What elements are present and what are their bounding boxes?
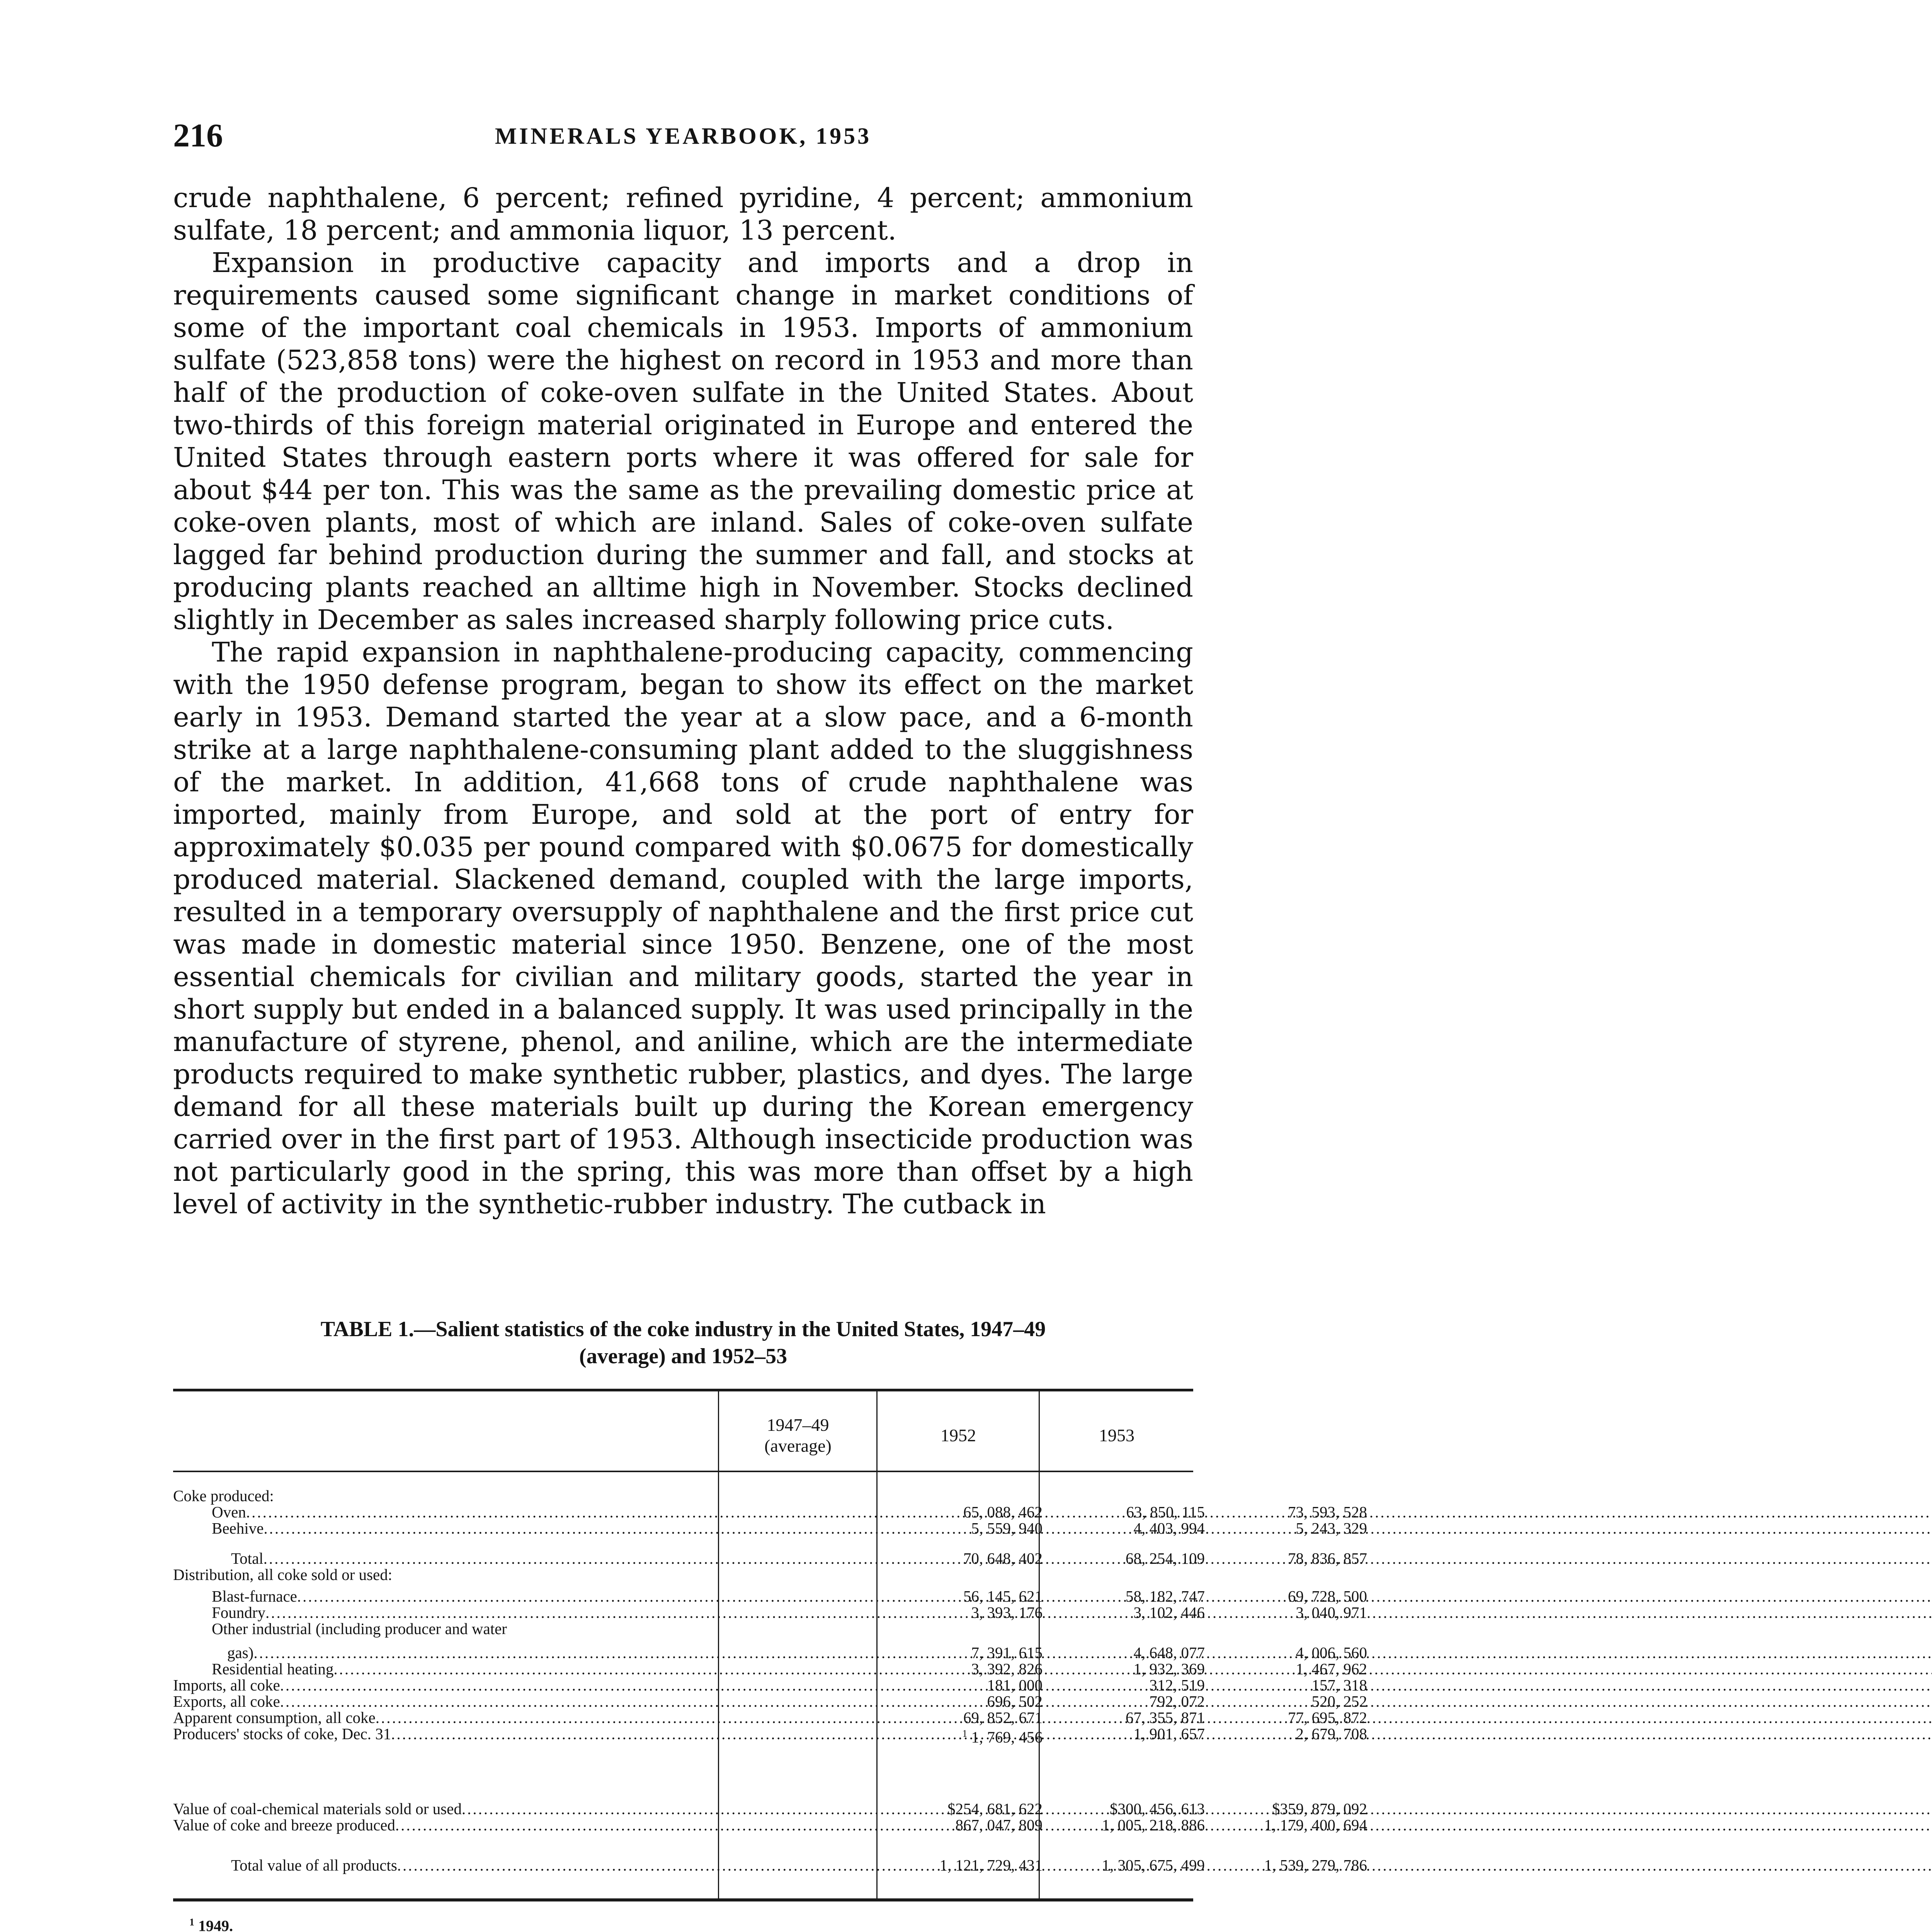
table-row-residential: Residential heating ..... 3, 392, 826 1, 932, 369 1, 467, 962 <box>173 1661 1193 1677</box>
column-header-1947-49: 1947–49 (average) <box>764 1415 832 1456</box>
table-row-total-value: Total value of all products ..... 1, 121, 729, 431 1, 305, 675, 499 1, 539, 279, 786 <box>173 1857 1193 1873</box>
table-row-oven: Oven ..... 65, 088, 462 63, 850, 115 73, 593, 528 <box>173 1504 1193 1520</box>
table-footnote: $^1$ 1949. <box>189 1917 233 1932</box>
table-row-producers-stocks: Producers' stocks of coke, Dec. 31 ..... $^1$ 1, 769, 456 1, 901, 657 2, 679, 708 <box>173 1726 1193 1742</box>
table-row-blast-furnace: Blast-furnace ..... 56, 145, 621 58, 182, 747 69, 728, 500 <box>173 1588 1193 1604</box>
paragraph-expansion: Expansion in productive capacity and imports and a drop in requirements caused some significant change in market conditions of some of the important coal chemicals in 1953. Imports of ammonium sulfate (523,858 tons) were the highest on record in 1953 and more than half of the production of coke-oven sulfate in the United States. About two-thirds of this foreign material originated in Europe and entered the United States through eastern ports where it was offered for sale for about $44 per ton. This was the same as the prevailing domestic price at coke-oven plants, most of which are inland. Sales of coke-oven sulfate lagged far behind production during the summer and fall, and stocks at producing plants reached an alltime high in November. Stocks declined slightly in December as sales increased sharply following price cuts. <box>173 247 1193 636</box>
table-row-value-chemicals: Value of coal-chemical materials sold or used ..... $254, 681, 622 $300, 456, 613 $359, 879, 092 <box>173 1801 1193 1817</box>
table-row-other-industrial-heading: Other industrial (including producer and water <box>212 1620 507 1638</box>
column-header-1953: 1953 <box>1099 1425 1134 1445</box>
running-title: MINERALS YEARBOOK, 1953 <box>495 123 872 149</box>
table-row-exports: Exports, all coke ..... 696, 502 792, 072 520, 252 <box>173 1693 1193 1709</box>
page-number: 216 <box>173 117 223 154</box>
table-row-coke-produced: Coke produced: <box>173 1487 274 1505</box>
table-top-rule <box>173 1389 1193 1391</box>
table-bottom-rule <box>173 1898 1193 1901</box>
table-header-rule <box>173 1471 1193 1472</box>
table-row-imports: Imports, all coke ..... 181, 000 312, 519 157, 318 <box>173 1677 1193 1693</box>
paragraph-continued: crude naphthalene, 6 percent; refined pyridine, 4 percent; ammonium sulfate, 18 percent; and ammonia liquor, 13 percent. <box>173 182 1193 246</box>
table-caption <box>173 1316 1193 1370</box>
table-caption-line1: TABLE 1.—Salient statistics of the coke industry in the United States, 1947–49 <box>320 1317 1046 1341</box>
table-row-other-industrial: gas) ..... 7, 391, 615 4, 648, 077 4, 006, 560 <box>173 1645 1193 1661</box>
table-row-total: Total ..... 70, 648, 402 68, 254, 109 78, 836, 857 <box>173 1550 1193 1566</box>
table-row-distribution: Distribution, all coke sold or used: <box>173 1566 393 1583</box>
paragraph-naphthalene: The rapid expansion in naphthalene-producing capacity, commencing with the 1950 defense program, began to show its effect on the market early in 1953. Demand started the year at a slow pace, and a 6-month strike at a large naphthalene-consuming plant added to the sluggishness of the market. In addition, 41,668 tons of crude naphthalene was imported, mainly from Europe, and sold at the port of entry for approximately $0.035 per pound compared with $0.0675 for domestically produced material. Slackened demand, coupled with the large imports, resulted in a temporary oversupply of naphthalene and the first price cut was made in domestic material since 1950. Benzene, one of the most essential chemicals for civilian and military goods, started the year in short supply but ended in a balanced supply. It was used principally in the manufacture of styrene, phenol, and aniline, which are the intermediate products required to make synthetic rubber, plastics, and dyes. The large demand for all these materials built up during the Korean emergency carried over in the first part of 1953. Although insecticide production was not particularly good in the spring, this was more than offset by a high level of activity in the synthetic-rubber industry. The cutback in <box>173 636 1193 1220</box>
body-text <box>173 182 1193 1220</box>
table-row-apparent-consumption: Apparent consumption, all coke ..... 69, 852, 671 67, 355, 871 77, 695, 872 <box>173 1709 1193 1726</box>
column-header-1952: 1952 <box>940 1425 976 1445</box>
table-caption-line2: (average) and 1952–53 <box>579 1344 787 1368</box>
running-head <box>173 116 1193 158</box>
table-row-value-coke: Value of coke and breeze produced ..... 867, 047, 809 1, 005, 218, 886 1, 179, 400, 694 <box>173 1817 1193 1833</box>
table-row-foundry: Foundry ..... 3, 393, 176 3, 102, 446 3, 040, 971 <box>173 1604 1193 1621</box>
footnote-ref: 1 <box>962 1728 968 1739</box>
table-row-beehive: Beehive ..... 5, 559, 940 4, 403, 994 5, 243, 329 <box>173 1520 1193 1536</box>
